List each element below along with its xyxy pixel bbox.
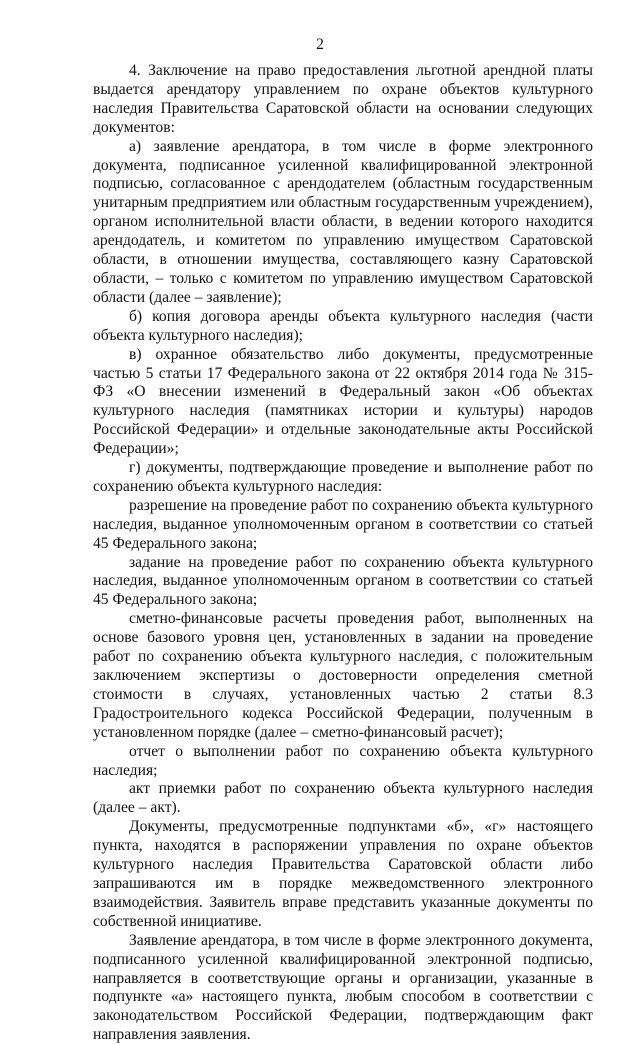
- paragraph-documents-note: Документы, предусмотренные подпунктами «б», «г» настоящего пункта, находятся в распоряжении управления по охране объектов культурного наследия Правительства Саратовской области либо запрашиваются им в порядке межведомственного электронного взаимодействия. Заявитель вправе представить указанные документы по собственной инициативе.: [93, 818, 593, 930]
- paragraph-application-sending: Заявление арендатора, в том числе в форме электронного документа, подписанного усиленной квалифицированной электронной подписью, направляется в соответствующие органы и организации, указанные в подпункте «а» настоящего пункта, любым способом в соответствии с законодательством Российской Федерации, подтверждающим факт направления заявления.: [93, 931, 593, 1044]
- paragraph-subitem-g: г) документы, подтверждающие проведение и выполнение работ по сохранению объекта культурного наследия:: [93, 459, 593, 495]
- paragraph-item-4: 4. Заключение на право предоставления льготной арендной платы выдается арендатору управлением по охране объектов культурного наследия Правительства Саратовской области на основании следующих документов:: [93, 62, 593, 136]
- document-body: [93, 62, 593, 1045]
- paragraph-subitem-a: а) заявление арендатора, в том числе в форме электронного документа, подписанное усиленной квалифицированной электронной подписью, согласованное с арендодателем (областным государственным унитарным предприятием или областным государственным учреждением), органом исполнительной власти области, в ведении которого находится арендодатель, и комитетом по управлению имуществом Саратовской области, в отношении имущества, составляющего казну Саратовской области, – только с комитетом по управлению имуществом Саратовской области (далее – заявление);: [93, 137, 593, 306]
- paragraph-task: задание на проведение работ по сохранению объекта культурного наследия, выданное уполномоченным органом в соответствии со статьей 45 Федерального закона;: [93, 553, 593, 609]
- paragraph-act: акт приемки работ по сохранению объекта культурного наследия (далее – акт).: [93, 780, 593, 817]
- page-number: 2: [316, 36, 324, 53]
- paragraph-subitem-v: в) охранное обязательство либо документы, предусмотренные частью 5 статьи 17 Федерального закона от 22 октября 2014 года № 315-ФЗ «О внесении изменений в Федеральный закон «Об объектах культурного наследия (памятниках истории и культуры) народов Российской Федерации» и отдельные законодательные акты Российской Федерации»;: [93, 345, 593, 458]
- paragraph-report: отчет о выполнении работ по сохранению объекта культурного наследия;: [93, 742, 593, 779]
- paragraph-subitem-b: б) копия договора аренды объекта культурного наследия (части объекта культурного наследия);: [93, 307, 593, 344]
- paragraph-estimate: сметно-финансовые расчеты проведения работ, выполненных на основе базового уровня цен, установленных в задании на проведение работ по сохранению объекта культурного наследия, с положительным заключением экспертизы о достоверности определения сметной стоимости в случаях, установленных частью 2 статьи 8.3 Градостроительного кодекса Российской Федерации, полученным в установленном порядке (далее – сметно-финансовый расчет);: [93, 610, 593, 741]
- paragraph-permit: разрешение на проведение работ по сохранению объекта культурного наследия, выданное уполномоченным органом в соответствии со статьей 45 Федерального закона;: [93, 496, 593, 552]
